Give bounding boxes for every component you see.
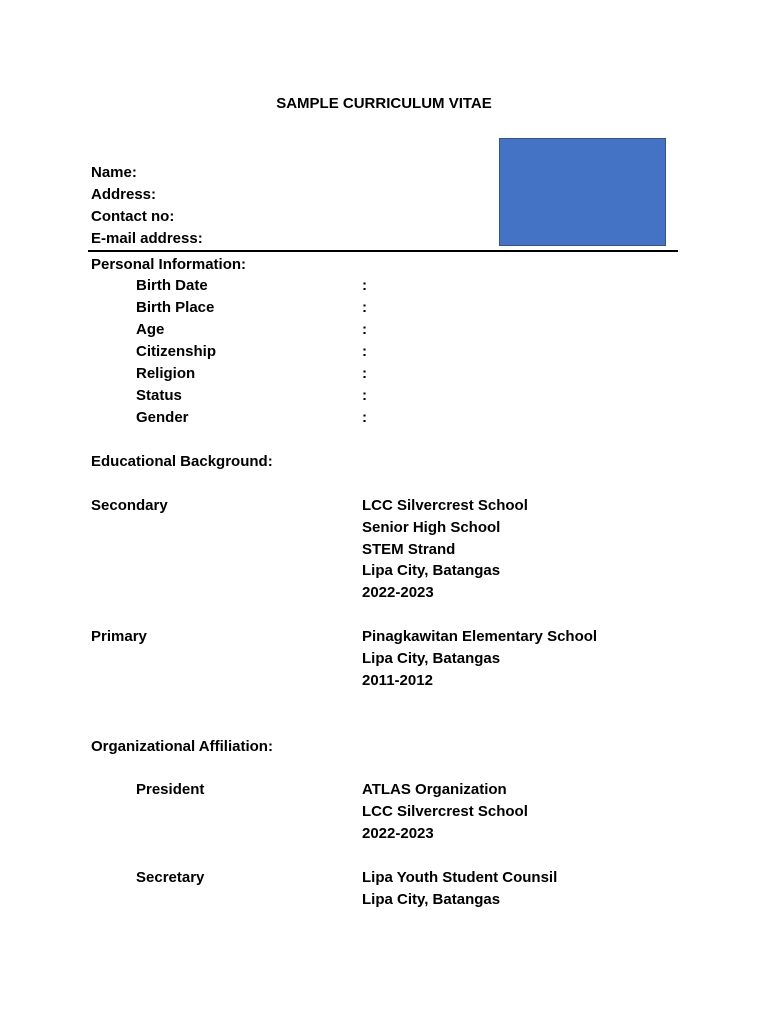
age-label: Age [136,321,165,338]
primary-school: Pinagkawitan Elementary School [362,628,598,645]
citizenship-label: Citizenship [136,343,217,360]
organization-heading: Organizational Affiliation: [91,738,273,755]
secondary-location: Lipa City, Batangas [362,562,501,579]
primary-label: Primary [91,628,147,645]
gender-separator: : [362,409,367,426]
president-label: President [136,781,205,798]
status-label: Status [136,387,182,404]
citizenship-separator: : [362,343,367,360]
secretary-location: Lipa City, Batangas [362,891,501,908]
birth-place-separator: : [362,299,367,316]
president-years: 2022-2023 [362,825,434,842]
primary-location: Lipa City, Batangas [362,650,501,667]
secondary-strand: STEM Strand [362,541,456,558]
secondary-years: 2022-2023 [362,584,434,601]
name-label: Name: [91,164,137,181]
primary-years: 2011-2012 [362,672,433,689]
secondary-label: Secondary [91,497,168,514]
gender-label: Gender [136,409,189,426]
secretary-org: Lipa Youth Student Counsil [362,869,558,886]
education-heading: Educational Background: [91,453,273,470]
contact-no-label: Contact no: [91,208,175,225]
secondary-level: Senior High School [362,519,501,536]
personal-info-heading: Personal Information: [91,256,247,273]
cv-title: SAMPLE CURRICULUM VITAE [276,95,492,112]
president-org: ATLAS Organization [362,781,507,798]
birth-place-label: Birth Place [136,299,215,316]
religion-separator: : [362,365,367,382]
president-school: LCC Silvercrest School [362,803,528,820]
religion-label: Religion [136,365,196,382]
photo-placeholder [499,138,666,246]
birth-date-label: Birth Date [136,277,208,294]
address-label: Address: [91,186,157,203]
birth-date-separator: : [362,277,367,294]
secondary-school: LCC Silvercrest School [362,497,528,514]
age-separator: : [362,321,367,338]
secretary-label: Secretary [136,869,205,886]
header-divider [88,250,678,252]
status-separator: : [362,387,367,404]
email-label: E-mail address: [91,230,203,247]
